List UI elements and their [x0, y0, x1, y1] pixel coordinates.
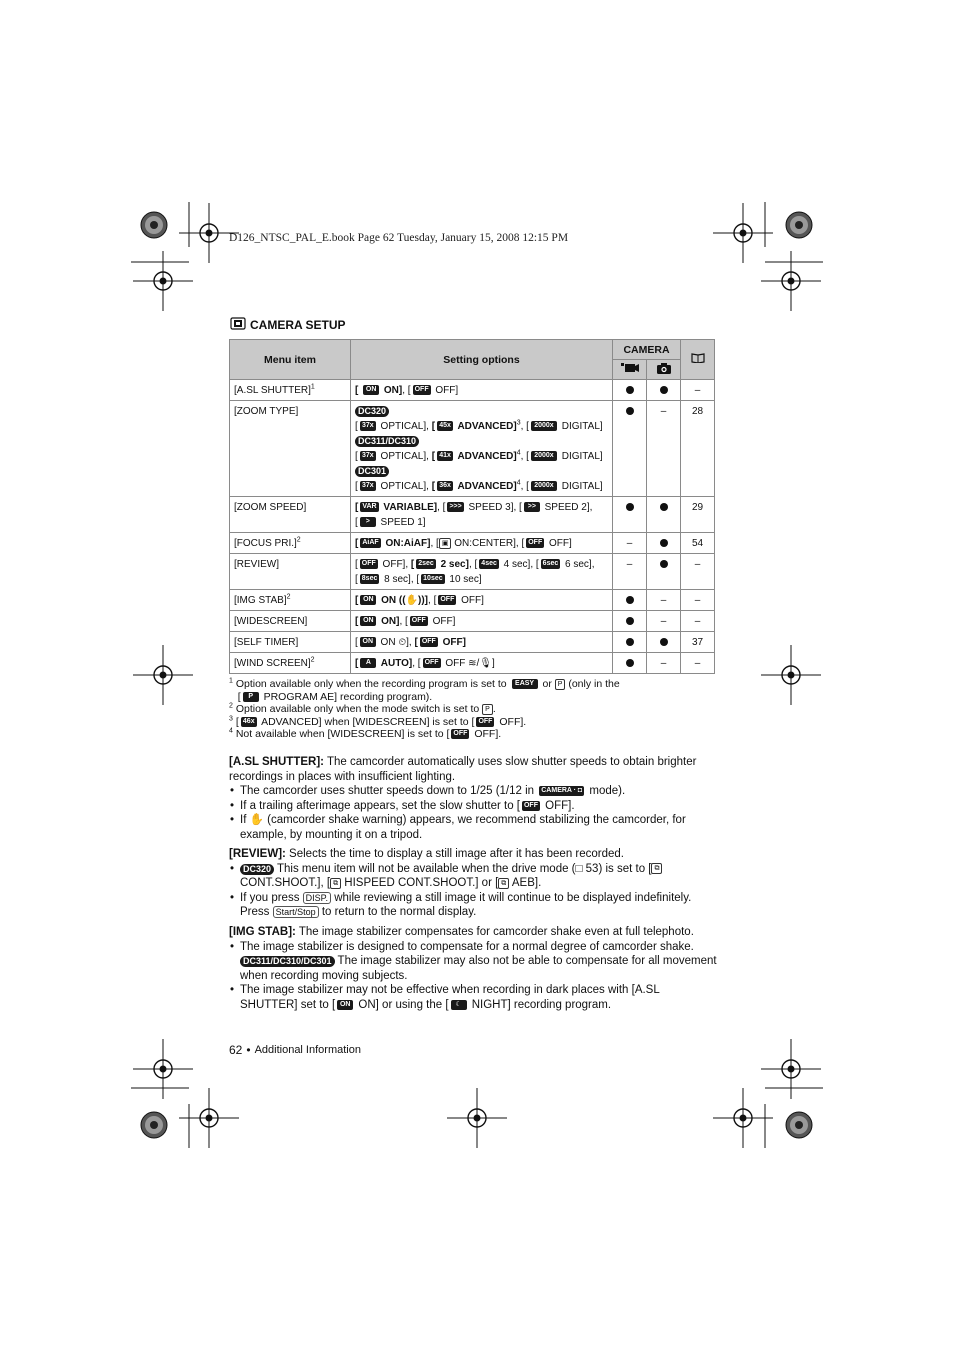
registration-mark-top-right	[786, 212, 812, 238]
list-item: • The image stabilizer is designed to compensate for a normal degree of camcorder shake. DC311/DC310/DC301 The image stabilizer may also not be able to compensate for all movement when recording moving subjects.	[229, 940, 719, 984]
footnote-ref: 2	[296, 536, 301, 544]
available-dot-icon	[626, 386, 634, 394]
table-row	[230, 632, 715, 653]
menu-item-label: [FOCUS PRI.]	[234, 538, 297, 549]
footnote	[229, 691, 719, 704]
photo-mode-cell	[647, 497, 681, 533]
available-dot-icon	[626, 617, 634, 625]
settings-table	[229, 339, 715, 674]
section-paragraph	[229, 847, 719, 862]
menu-item-cell	[230, 533, 351, 554]
page-ref-cell	[681, 632, 715, 653]
footnote-text: [ 46x ADVANCED] when [WIDESCREEN] is set to [ OFF OFF].	[235, 715, 527, 728]
footnote	[229, 728, 719, 741]
footnote-number: 2	[229, 702, 233, 710]
setting-options-cell: [ ON ON ⏲], [ OFF OFF]	[351, 632, 613, 653]
page-number: 62	[229, 1043, 243, 1057]
availability-value: –	[660, 658, 667, 669]
settings-table-body	[230, 380, 715, 674]
menu-item-cell	[230, 590, 351, 611]
setting-options-cell: [ ON ON], [ OFF OFF]	[351, 380, 613, 401]
camera-setup-icon	[230, 316, 246, 333]
video-mode-cell	[613, 401, 647, 497]
availability-value: –	[660, 406, 667, 417]
setting-options-cell: [ ON ON ((✋))], [ OFF OFF]	[351, 590, 613, 611]
menu-item-cell	[230, 632, 351, 653]
video-mode-cell	[613, 380, 647, 401]
list-item: • If ✋ (camcorder shake warning) appears, we recommend stabilizing the camcorder, for example, by mounting it on a tripod.	[229, 813, 719, 842]
video-mode-cell	[613, 497, 647, 533]
section-paragraph	[229, 755, 719, 784]
menu-item-cell	[230, 380, 351, 401]
bullet-list	[229, 862, 719, 920]
header-page-ref	[681, 340, 715, 380]
page-ref-cell	[681, 497, 715, 533]
footnote-number: 1	[229, 677, 233, 685]
available-dot-icon	[626, 596, 634, 604]
menu-item-label: [SELF TIMER]	[234, 637, 299, 648]
page-ref: 29	[691, 502, 704, 513]
header-video-mode	[613, 360, 647, 380]
photo-mode-cell	[647, 533, 681, 554]
table-row	[230, 653, 715, 674]
footnote-text: Option available only when the recording program is set to EASY or P (only in the	[235, 678, 620, 690]
page-ref: –	[694, 559, 701, 570]
book-icon	[691, 353, 705, 363]
table-row	[230, 611, 715, 632]
page-ref-cell	[681, 380, 715, 401]
section-title	[230, 316, 346, 333]
page-ref: –	[694, 658, 701, 669]
footer-bullet: •	[246, 1043, 251, 1057]
menu-item-cell	[230, 554, 351, 590]
page-ref: 37	[691, 637, 704, 648]
header-photo-mode	[647, 360, 681, 380]
menu-item-cell	[230, 497, 351, 533]
video-mode-cell	[613, 590, 647, 611]
bullet-list	[229, 784, 719, 842]
footnote-ref: 1	[310, 383, 315, 391]
footnote-number: 4	[229, 727, 233, 735]
menu-item-cell	[230, 611, 351, 632]
header-menu-item: Menu item	[230, 340, 351, 380]
page-ref: 28	[691, 406, 704, 417]
list-item: • The camcorder uses shutter speeds down to 1/25 (1/12 in CAMERA · ◘ mode).	[229, 784, 719, 799]
section-lead: [A.SL SHUTTER]:	[229, 756, 324, 768]
description-section	[229, 755, 719, 843]
page-footer	[229, 1043, 361, 1057]
footnote-text: Not available when [WIDESCREEN] is set to [ OFF OFF].	[235, 728, 502, 740]
description-section	[229, 847, 719, 920]
print-header: D126_NTSC_PAL_E.book Page 62 Tuesday, January 15, 2008 12:15 PM	[229, 232, 569, 244]
description-section	[229, 925, 719, 1013]
footnotes	[229, 678, 719, 741]
footnote	[229, 703, 719, 716]
availability-value: –	[660, 616, 667, 627]
setting-options-cell: [ ON ON], [ OFF OFF]	[351, 611, 613, 632]
menu-item-label: [A.SL SHUTTER]	[234, 385, 311, 396]
menu-item-cell	[230, 401, 351, 497]
photo-mode-cell	[647, 554, 681, 590]
footnote	[229, 678, 719, 691]
registration-mark-bottom-left	[141, 1112, 167, 1138]
menu-item-label: [WIDESCREEN]	[234, 616, 308, 627]
page-ref-cell	[681, 611, 715, 632]
table-row	[230, 533, 715, 554]
list-item: • DC320 This menu item will not be available when the drive mode (□ 53) is set to [ ⧉ CONT.SHOOT.], [ ⧉ HISPEED CONT.SHOOT.] or [ ⧉ AEB].	[229, 862, 719, 891]
menu-item-label: [IMG STAB]	[234, 595, 287, 606]
list-item: • If a trailing afterimage appears, set the slow shutter to [ OFF OFF].	[229, 799, 719, 814]
available-dot-icon	[626, 503, 634, 511]
footer-label: Additional Information	[254, 1044, 361, 1056]
video-mode-cell	[613, 554, 647, 590]
video-mode-cell	[613, 653, 647, 674]
footnote-ref: 2	[286, 593, 291, 601]
table-row	[230, 401, 715, 497]
availability-value: –	[626, 559, 633, 570]
footnote-ref: 2	[310, 656, 315, 664]
available-dot-icon	[626, 638, 634, 646]
video-mode-cell	[613, 611, 647, 632]
setting-options-cell: [ AiAF ON:AiAF], [ ▣ ON:CENTER], [ OFF OFF]	[351, 533, 613, 554]
section-paragraph	[229, 925, 719, 940]
menu-item-label: [REVIEW]	[234, 559, 280, 570]
footnote-text: Option available only when the mode switch is set to P .	[235, 703, 496, 715]
page-ref-cell	[681, 401, 715, 497]
page-ref: –	[694, 595, 701, 606]
footnote-number: 3	[229, 715, 233, 722]
setting-options-cell: DC320 [ 37x OPTICAL], [ 45x ADVANCED]$^3$, [ 2000x DIGITAL] DC311/DC310 [ 37x OPTICAL], [ 41x ADVANCED]$^4$, [ 2000x DIGITAL] DC301 [ 37x OPTICAL], [ 36x ADVANCED]$^4$, [ 2000x DIGITAL]	[351, 401, 613, 497]
still-camera-icon	[657, 363, 671, 374]
footnote	[229, 716, 719, 729]
page-ref-cell	[681, 653, 715, 674]
available-dot-icon	[660, 539, 668, 547]
page-ref: –	[694, 385, 701, 396]
available-dot-icon	[660, 638, 668, 646]
available-dot-icon	[660, 560, 668, 568]
table-row	[230, 554, 715, 590]
section-text: The image stabilizer compensates for camcorder shake even at full telephoto.	[295, 926, 694, 938]
availability-value: –	[660, 595, 667, 606]
available-dot-icon	[660, 503, 668, 511]
footnote-text: [ P PROGRAM AE] recording program).	[229, 690, 433, 703]
page-ref: 54	[691, 538, 704, 549]
page-ref-cell	[681, 554, 715, 590]
section-text: Selects the time to display a still image after it has been recorded.	[285, 848, 625, 860]
section-lead: [IMG STAB]:	[229, 926, 296, 938]
page-ref: –	[694, 616, 701, 627]
bullet-list	[229, 940, 719, 1013]
video-camera-icon	[621, 363, 639, 373]
table-row	[230, 380, 715, 401]
available-dot-icon	[660, 386, 668, 394]
photo-mode-cell	[647, 590, 681, 611]
photo-mode-cell	[647, 401, 681, 497]
setting-options-cell: [ OFF OFF], [ 2sec 2 sec], [ 4sec 4 sec], [ 6sec 6 sec], [ 8sec 8 sec], [ 10sec 10 sec]	[351, 554, 613, 590]
list-item: • The image stabilizer may not be effective when recording in dark places with [A.SL SHUTTER] set to [ ON ON] or using the [ ☾ NIGHT] recording program.	[229, 983, 719, 1012]
available-dot-icon	[626, 659, 634, 667]
photo-mode-cell	[647, 653, 681, 674]
menu-item-label: [ZOOM TYPE]	[234, 406, 299, 417]
menu-item-cell	[230, 653, 351, 674]
header-setting-options: Setting options	[351, 340, 613, 380]
photo-mode-cell	[647, 380, 681, 401]
table-row	[230, 590, 715, 611]
section-lead: [REVIEW]:	[229, 848, 286, 860]
photo-mode-cell	[647, 611, 681, 632]
registration-mark-top-left	[141, 212, 167, 238]
availability-value: –	[626, 538, 633, 549]
section-text: The camcorder automatically uses slow shutter speeds to obtain brighter recordings in places with insufficient lighting.	[229, 756, 697, 783]
header-camera: CAMERA	[613, 340, 681, 360]
page-ref-cell	[681, 590, 715, 611]
available-dot-icon	[626, 407, 634, 415]
video-mode-cell	[613, 632, 647, 653]
setting-options-cell: [ A AUTO], [ OFF OFF ≋/🎙]	[351, 653, 613, 674]
page-ref-cell	[681, 533, 715, 554]
section-title-text: CAMERA SETUP	[250, 317, 346, 332]
table-row	[230, 497, 715, 533]
list-item: • If you press DISP. while reviewing a still image it will continue to be displayed indefinitely. Press Start/Stop to return to the normal display.	[229, 891, 719, 920]
menu-item-label: [WIND SCREEN]	[234, 658, 311, 669]
registration-mark-bottom-right	[786, 1112, 812, 1138]
menu-item-label: [ZOOM SPEED]	[234, 502, 307, 513]
setting-options-cell: [ VAR VARIABLE], [ >>> SPEED 3], [ >> SPEED 2], [ > SPEED 1]	[351, 497, 613, 533]
photo-mode-cell	[647, 632, 681, 653]
video-mode-cell	[613, 533, 647, 554]
